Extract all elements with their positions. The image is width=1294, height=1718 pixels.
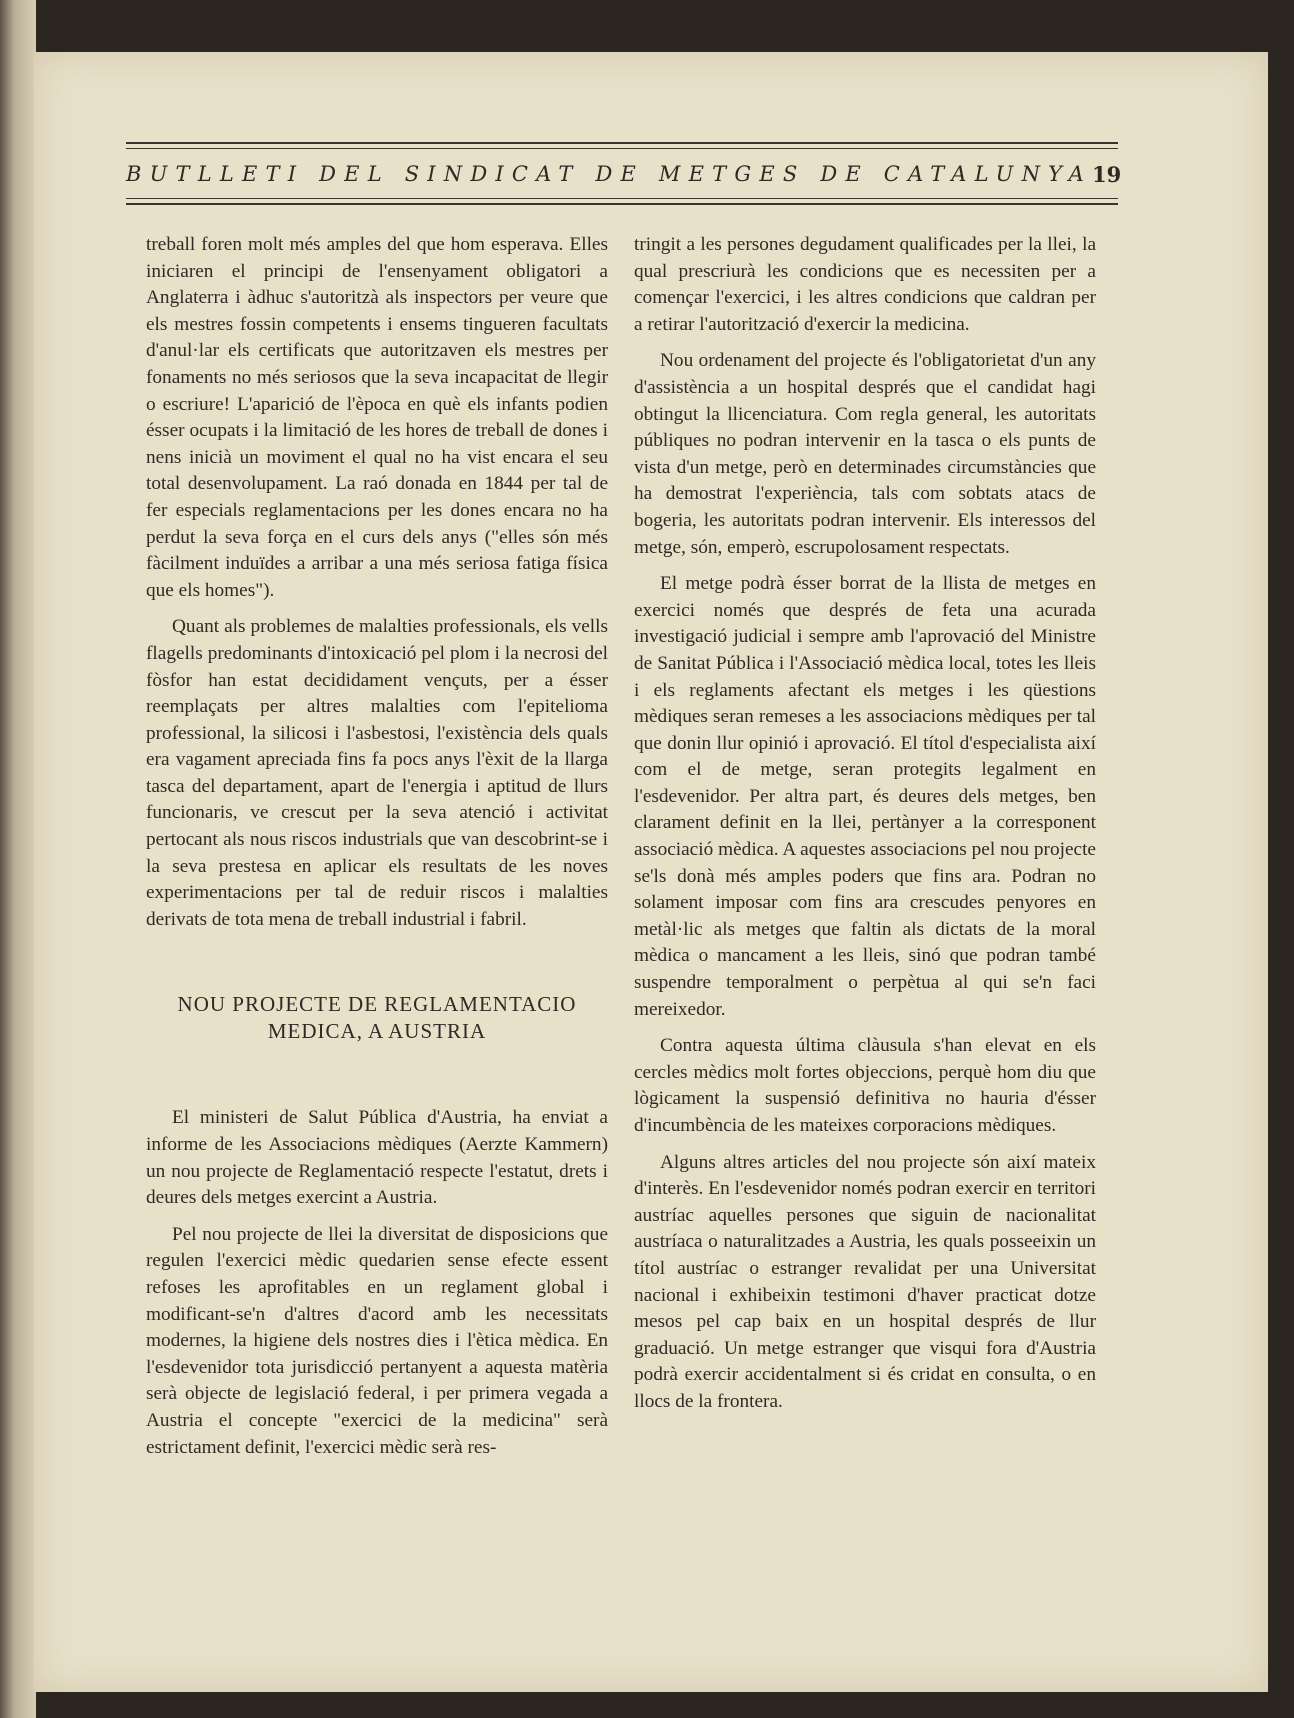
page-number: 19	[1091, 161, 1122, 187]
paragraph: Quant als problemes de malalties professionals, els vells flagells predominants d'intoxicació pel plom i la necrosi del fòsfor han estat decididament vençuts, per a ésser reemplaçats per altres malalties com l'epitelioma professional, la silicosi i l'asbestosi, l'existència dels quals era vagament apreciada fins fa pocs anys l'èxit de la llarga tasca del departament, apart de l'energia i aptitud de llurs funcionaris, ve crescut per la seva atenció i activitat pertocant als nous riscos industrials que van descobrint-se i la seva prestesa en aplicar els resultats de les noves experimentacions per tal de reduir riscos i malalties derivats de tota mena de treball industrial i fabril.	[146, 616, 608, 930]
paragraph: Contra aquesta última clàusula s'han elevat en els cercles mèdics molt fortes objeccions, perquè hom diu que lògicament la suspensió definitiva no hauria d'ésser d'incumbència de les mateixes corporacions mèdiques.	[634, 1035, 1096, 1136]
paragraph: Alguns altres articles del nou projecte són així mateix d'interès. En l'esdevenidor només podran exercir en territori austríac aquelles persones que siguin de nacionalitat austríaca o naturalitzades a Austria, les quals posseeixin un títol austríac o estranger revalidat per una Universitat nacional i exhibeixin testimoni d'haver practicat dotze mesos pel cap baix en un hospital després de llur graduació. Un metge estranger que visqui fora d'Austria podrà exercir accidentalment si és cridat en consulta, o en llocs de la frontera.	[634, 1151, 1096, 1412]
journal-title: BUTLLETI DEL SINDICAT DE METGES DE CATALUNYA	[126, 162, 1092, 186]
paragraph: Nou ordenament del projecte és l'obligatorietat d'un any d'assistència a un hospital després que el candidat hagi obtingut la llicenciatura. Com regla general, les autoritats públiques no podran intervenir en la tasca o els punts de vista d'un metge, però en determinades circumstàncies que ha demostrat l'experiència, tals com sobtats atacs de bogeria, les autoritats podran intervenir. Els interessos del metge, són, emperò, escrupolosament respectats.	[634, 350, 1096, 558]
header-rule-top	[126, 142, 1118, 144]
section-heading	[146, 991, 608, 1045]
paragraph: Pel nou projecte de llei la diversitat de disposicions que regulen l'exercici mèdic quedarien sense efecte essent refoses les aprofitables en un reglament global i modificant-se'n d'altres d'acord amb les necessitats modernes, la higiene dels nostres dies i l'ètica mèdica. En l'esdevenidor tota jurisdicció pertanyent a aquesta matèria serà objecte de legislació federal, i per primera vegada a Austria el concepte "exercici de la medicina" serà estrictament definit, l'exercici mèdic serà res-	[146, 1223, 608, 1458]
header-rule-bottom-thin	[126, 198, 1118, 199]
paragraph: tringit a les persones degudament qualificades per la llei, la qual prescriurà les condicions que es necessiten per a començar l'exercici, i les altres condicions que caldran per a retirar l'autorització d'exercir la medicina.	[634, 234, 1096, 335]
header-rule-bottom	[126, 203, 1118, 205]
header-rule-top-thin	[126, 148, 1118, 149]
paragraph: El ministeri de Salut Pública d'Austria, ha enviat a informe de les Associacions mèdiques (Aerzte Kammern) un nou projecte de Reglamentació respecte l'estatut, drets i deures dels metges exercint a Austria.	[146, 1107, 608, 1209]
section-heading-line: MEDICA, A AUSTRIA	[267, 1019, 487, 1044]
paragraph: El metge podrà ésser borrat de la llista de metges en exercici només que després de feta una acurada investigació judicial i sempre amb l'aprovació del Ministre de Sanitat Pública i l'Associació mèdica local, totes les lleis i els reglaments afectant els metges i les qüestions mèdiques seran remeses a les associacions mèdiques per tal que donin llur opinió i aprovació. El títol d'especialista així com el de metge, seran protegits legalment en l'esdevenidor. Per altra part, és deures dels metges, ben clarament definit en la llei, pertànyer a la corresponent associació mèdica. A aquestes associacions pel nou projecte se'ls donà més amples poders que fins ara. Podran no solament imposar com fins ara crescudes penyores en metàl·lic als metges que faltin als dictats de la moral mèdica o mancament a les lleis, sinó que podran també suspendre temporalment o perpètua al qui se'n faci mereixedor.	[634, 573, 1096, 1020]
page	[34, 52, 1268, 1692]
book-spine-edge	[0, 0, 36, 1718]
left-column	[146, 232, 608, 1471]
section-heading-line: NOU PROJECTE DE REGLAMENTACIO	[177, 992, 577, 1017]
right-column	[634, 232, 1096, 1426]
running-header	[126, 156, 1122, 192]
paragraph: treball foren molt més amples del que hom esperava. Elles iniciaren el principi de l'ensenyament obligatori a Anglaterra i àdhuc s'autoritzà als inspectors per veure que els mestres fossin competents i ensems tingueren facultats d'anul·lar els certificats que autoritzaven els mestres per fonaments no més seriosos que la seva incapacitat de llegir o escriure! L'aparició de l'època en què els infants podien ésser ocupats i la limitació de les hores de treball de dones i nens inicià un moviment el qual no ha vist encara el seu total desenvolupament. La raó donada en 1844 per tal de fer especials reglamentacions per les dones encara no ha perdut la seva força en el curs dels anys ("elles són més fàcilment induïdes a arribar a una més seriosa fatiga física que els homes").	[146, 234, 608, 601]
